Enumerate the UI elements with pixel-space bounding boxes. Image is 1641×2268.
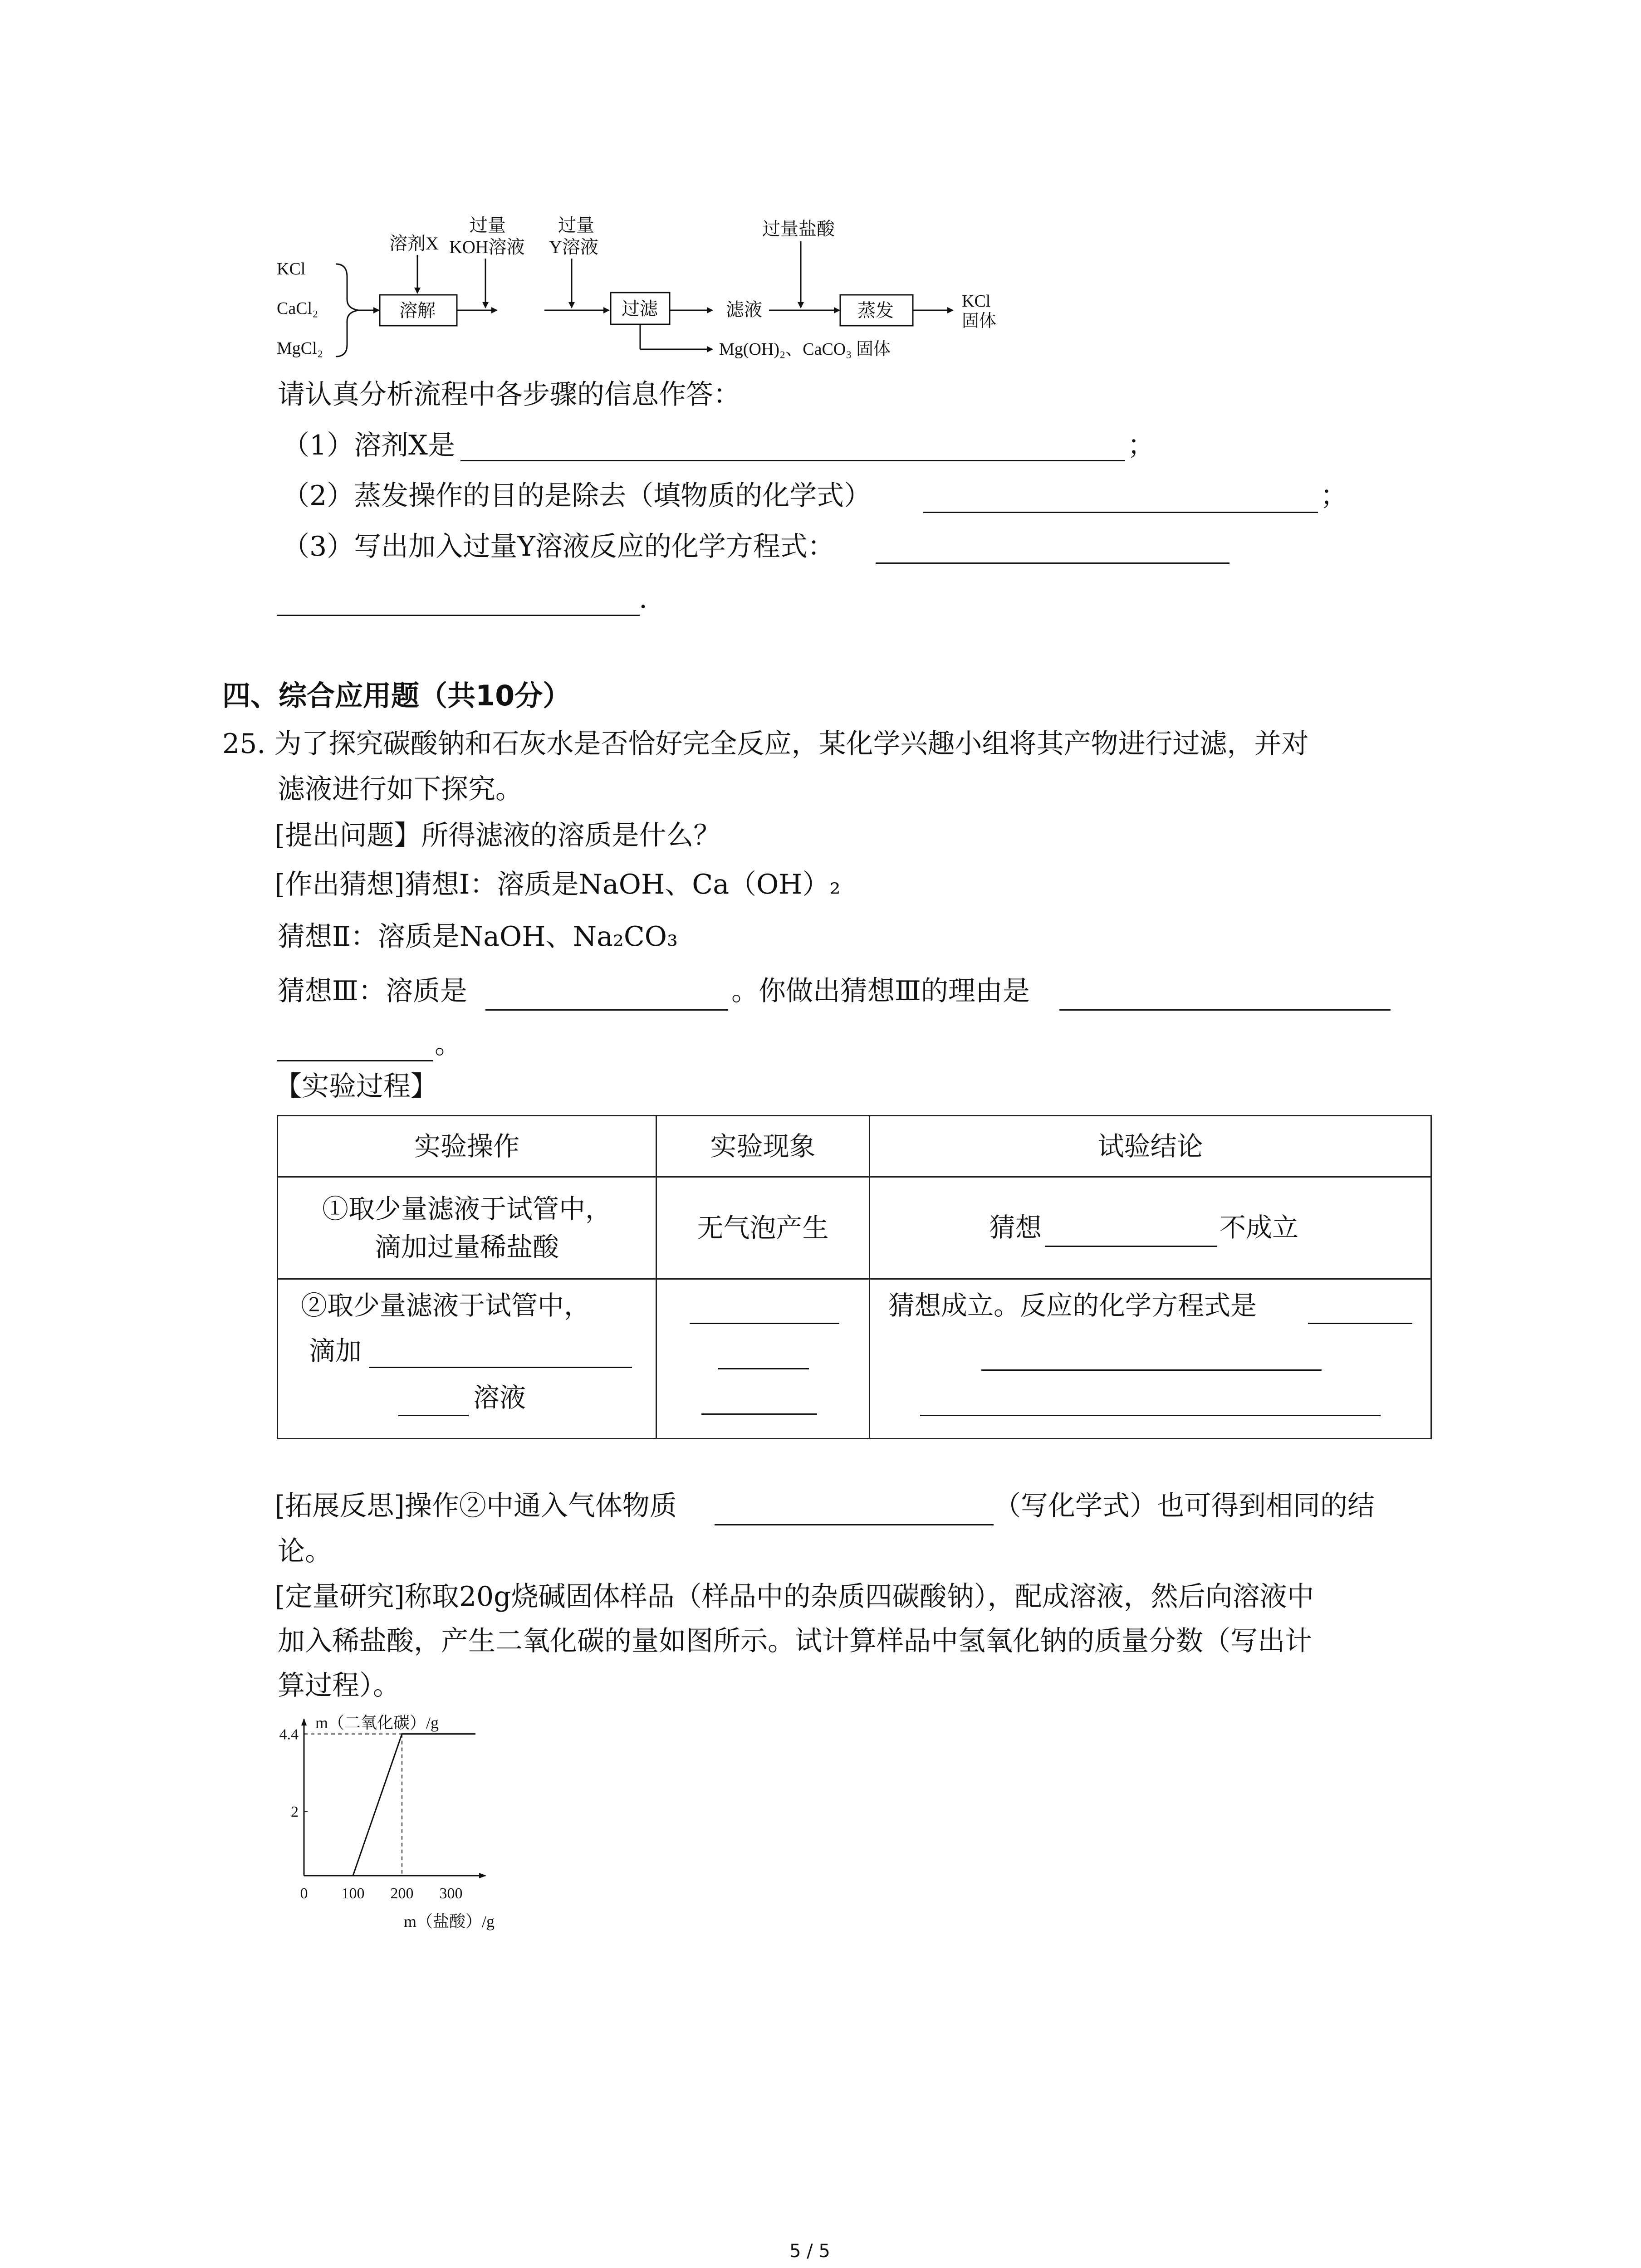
row2-phenom-blank-a[interactable] — [690, 1323, 839, 1324]
co2-series-line — [353, 1734, 475, 1876]
row1-op-line2: 滴加过量稀盐酸 — [374, 1232, 559, 1262]
q24-sub1-blank[interactable] — [460, 460, 1125, 461]
header-conclusion: 试验结论 — [1097, 1131, 1203, 1162]
row2-phenom-blank-c[interactable] — [701, 1413, 817, 1415]
q25-reflect-b: （写化学式）也可得到相同的结 — [994, 1490, 1375, 1522]
q25-reflect-a: [拓展反思]操作②中通入气体物质 — [274, 1490, 677, 1522]
q24-intro: 请认真分析流程中各步骤的信息作答： — [278, 379, 740, 411]
q25-guess1: [作出猜想]猜想Ⅰ：溶质是NaOH、Ca（OH）₂ — [274, 869, 841, 900]
q25-quant-3: 算过程）。 — [278, 1670, 400, 1701]
y-tick-label: 2 — [291, 1804, 299, 1820]
table-row — [278, 1279, 1431, 1439]
y-axis-label: m（二氧化碳）/g — [315, 1714, 439, 1732]
row2-operation-cell — [278, 1279, 656, 1439]
row1-phenomenon-cell — [656, 1177, 870, 1279]
q25-guess3-a: 猜想Ⅲ：溶质是 — [278, 975, 467, 1007]
row2-phenomenon-cell — [656, 1279, 870, 1439]
q24-sub3-end: . — [639, 583, 648, 615]
header-operation: 实验操作 — [414, 1131, 519, 1162]
q25-guess3-blank-a[interactable] — [485, 1009, 728, 1011]
box-evaporate-label: 蒸发 — [857, 300, 894, 321]
row2-op-blank-b[interactable] — [398, 1415, 469, 1416]
row2-phenom-blank-b[interactable] — [718, 1368, 809, 1369]
x-tick-label: 200 — [390, 1885, 414, 1902]
header-phenomenon: 实验现象 — [710, 1131, 816, 1162]
reagent-koh-line2: KOH溶液 — [449, 237, 525, 257]
input-kcl: KCl — [277, 259, 306, 279]
co2-chart — [272, 1710, 544, 1946]
q25-guess3-b: 。你做出猜想Ⅲ的理由是 — [731, 975, 1030, 1007]
x-tick-label: 100 — [341, 1885, 365, 1902]
row2-op-line2: 滴加 — [309, 1335, 362, 1366]
product-line2: 固体 — [962, 312, 997, 331]
row2-op-line1: ②取少量滤液于试管中， — [301, 1290, 591, 1321]
row1-op-line1: ①取少量滤液于试管中， — [322, 1193, 612, 1224]
section-heading: 四、综合应用题（共10分） — [222, 679, 571, 712]
reagent-solvent-x: 溶剂X — [389, 233, 439, 254]
input-cacl2: CaCl₂ — [277, 299, 318, 318]
q25-guess3-end: 。 — [435, 1028, 462, 1060]
reagent-koh-line1: 过量 — [470, 215, 506, 235]
q25-reflect-blank[interactable] — [715, 1524, 994, 1525]
q24-sub3: （3）写出加入过量Y溶液反应的化学方程式： — [282, 531, 835, 562]
q24-sub1-end: ； — [1127, 430, 1155, 461]
q24-sub3-blank-b[interactable] — [277, 615, 640, 616]
q25-line2: 滤液进行如下探究。 — [278, 773, 523, 805]
row2-concl-blank-b[interactable] — [981, 1369, 1322, 1371]
x-axis-label: m（盐酸）/g — [404, 1912, 495, 1931]
row1-phenomenon: 无气泡产生 — [697, 1212, 829, 1243]
q24-sub2-blank[interactable] — [923, 512, 1318, 513]
input-mgcl2: MgCl₂ — [277, 339, 323, 358]
q25-guess3-blank-c[interactable] — [277, 1060, 433, 1061]
row1-operation-cell — [278, 1177, 656, 1279]
q24-sub1: （1）溶剂X是 — [282, 430, 455, 461]
table-header-cell — [278, 1116, 656, 1177]
x-tick-label: 300 — [439, 1885, 463, 1902]
q25-guess3-blank-b[interactable] — [1059, 1009, 1391, 1011]
row2-concl: 猜想成立。反应的化学方程式是 — [888, 1290, 1257, 1321]
box-dissolve-label: 溶解 — [399, 300, 436, 321]
row2-concl-blank-c[interactable] — [920, 1415, 1381, 1416]
product-line1: KCl — [962, 292, 991, 311]
q25-quant-1: [定量研究]称取20g烧碱固体样品（样品中的杂质四碳酸钠），配成溶液，然后向溶液中 — [274, 1581, 1314, 1613]
q24-sub2: （2）蒸发操作的目的是除去（填物质的化学式） — [282, 480, 872, 512]
q25-line1: 25. 为了探究碳酸钠和石灰水是否恰好完全反应，某化学兴趣小组将其产物进行过滤，并对 — [222, 728, 1309, 760]
precipitate-label: Mg(OH)₂、CaCO₃ 固体 — [719, 340, 891, 359]
process-flowchart — [268, 213, 1039, 376]
input-brace — [336, 264, 358, 357]
row1-conclusion-cell — [870, 1177, 1431, 1279]
row2-concl-blank-a[interactable] — [1308, 1323, 1412, 1324]
row2-op-line3: 溶液 — [473, 1382, 526, 1413]
reagent-y-line2: Y溶液 — [549, 237, 598, 257]
q25-question: [提出问题】所得滤液的溶质是什么？ — [274, 820, 721, 851]
row1-concl-b: 不成立 — [1220, 1212, 1299, 1243]
experiment-table — [277, 1115, 1432, 1439]
q25-process-label: 【实验过程】 — [274, 1070, 438, 1102]
table-row — [278, 1177, 1431, 1279]
page-number: 5 / 5 — [789, 2241, 830, 2262]
table-header-cell — [870, 1116, 1431, 1177]
row2-op-blank-a[interactable] — [369, 1367, 632, 1368]
table-header-cell — [656, 1116, 870, 1177]
y-tick-label: 4.4 — [279, 1726, 299, 1743]
box-filter-label: 过滤 — [622, 298, 658, 319]
q25-reflect-c: 论。 — [278, 1535, 332, 1567]
row1-concl-blank[interactable] — [1045, 1246, 1217, 1247]
q24-sub2-end: ； — [1320, 480, 1347, 512]
reagent-hcl: 过量盐酸 — [762, 219, 835, 239]
q24-sub3-blank-a[interactable] — [876, 562, 1230, 564]
q25-quant-2: 加入稀盐酸，产生二氧化碳的量如图所示。试计算样品中氢氧化钠的质量分数（写出计 — [278, 1625, 1312, 1657]
reagent-y-line1: 过量 — [558, 215, 594, 235]
row1-concl-a: 猜想 — [989, 1212, 1042, 1243]
row2-conclusion-cell — [870, 1279, 1431, 1439]
x-tick-label: 0 — [300, 1885, 308, 1902]
filtrate-label: 滤液 — [726, 299, 762, 320]
q25-guess2: 猜想Ⅱ：溶质是NaOH、Na₂CO₃ — [278, 921, 678, 953]
